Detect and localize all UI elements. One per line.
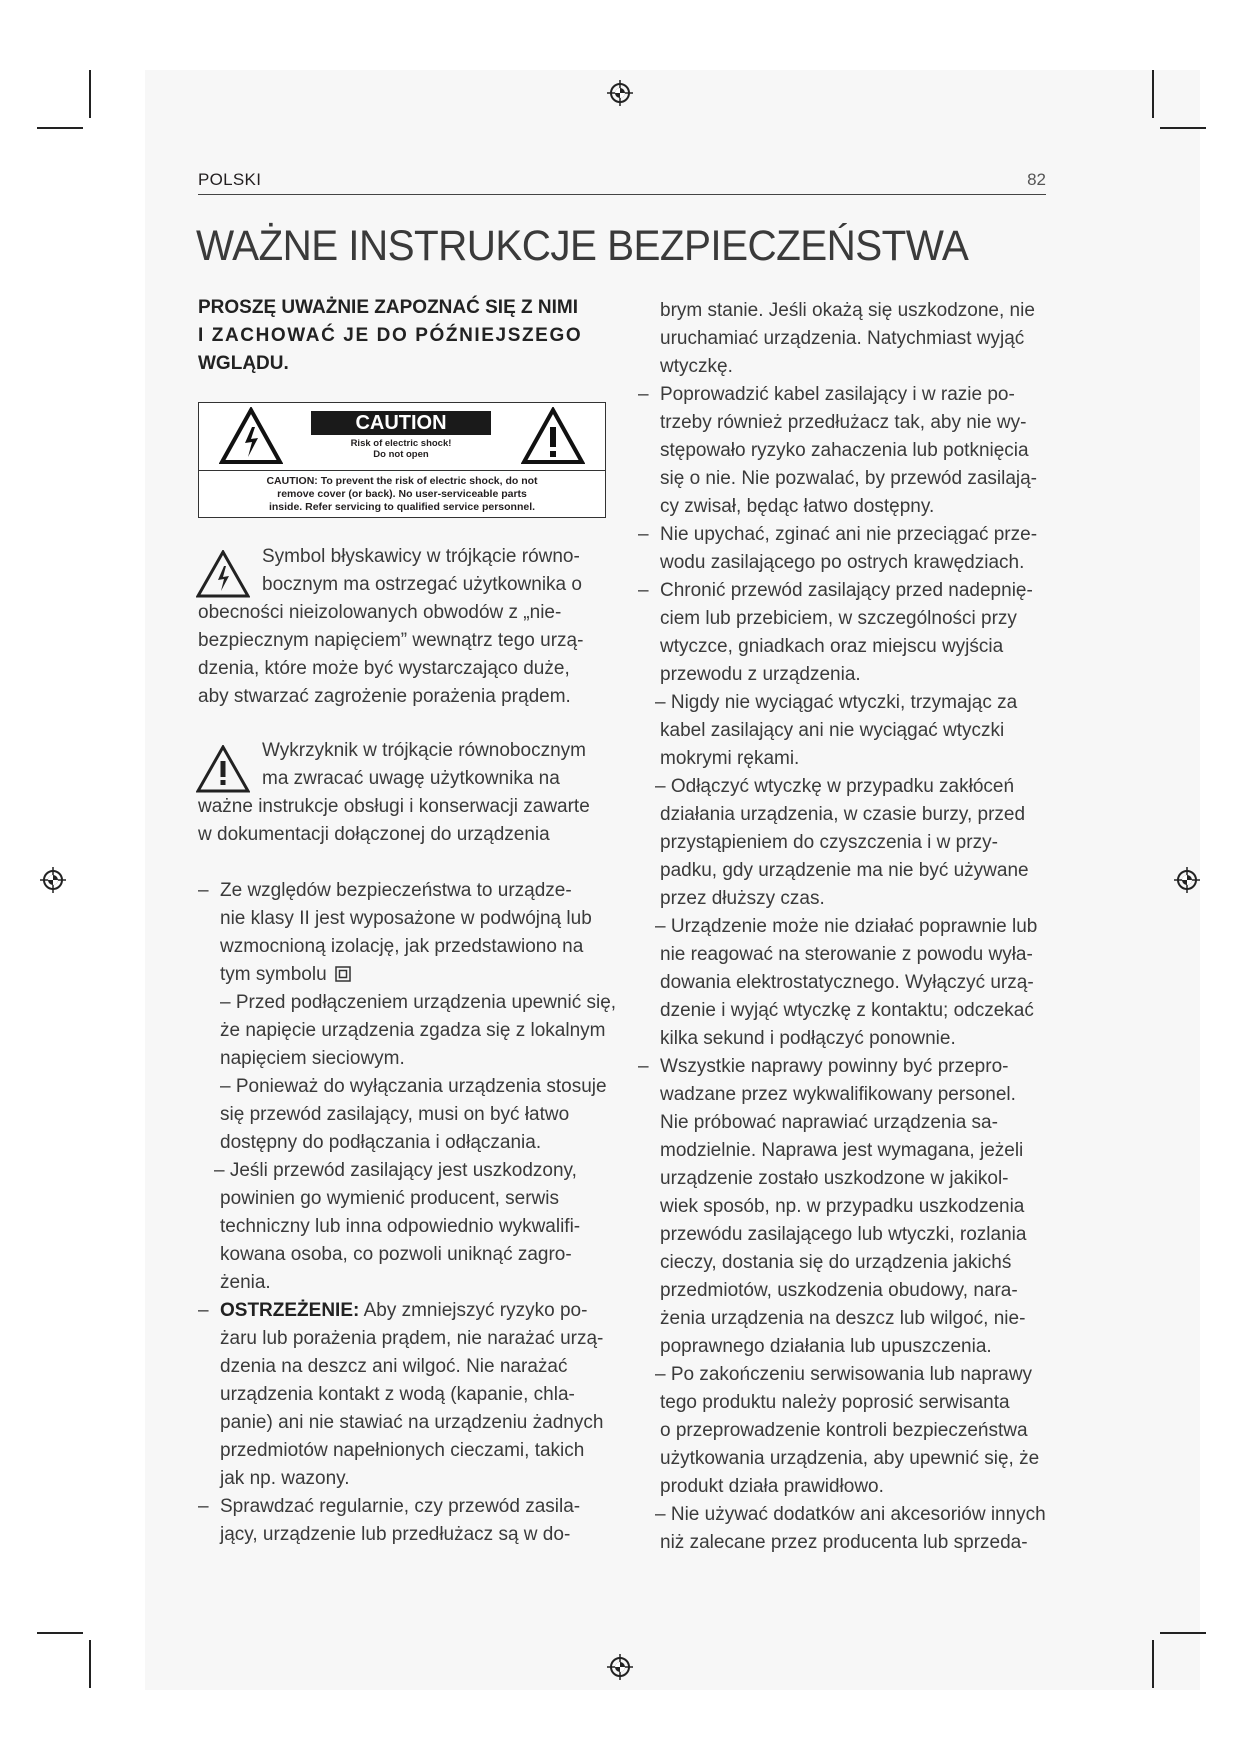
registration-mark-icon xyxy=(605,1652,635,1682)
list-item xyxy=(655,913,1075,1053)
text-line: nie reagować na sterowanie z powodu wyła- xyxy=(660,944,1033,965)
caution-subtext: Do not open xyxy=(373,449,429,460)
list-item xyxy=(198,1493,618,1549)
text-line: powinien go wymienić producent, serwis xyxy=(220,1188,559,1209)
text-line: modzielnie. Naprawa jest wymagana, jeżeli xyxy=(660,1140,1024,1161)
list-dash: – xyxy=(198,1496,209,1517)
intro-line: I ZACHOWAĆ JE DO PÓŹNIEJSZEGO xyxy=(198,325,583,346)
list-item xyxy=(638,521,1058,577)
text-line: napięciem sieciowym. xyxy=(220,1048,405,1069)
crop-mark xyxy=(37,127,83,129)
text-line: dostępny do podłączania i odłączania. xyxy=(220,1132,542,1153)
intro-line: WGLĄDU. xyxy=(198,353,289,374)
list-item xyxy=(198,1297,618,1493)
text-line: przedmiotów napełnionych cieczami, takich xyxy=(220,1440,585,1461)
text-line: Nie upychać, zginać ani nie przeciągać prze- xyxy=(660,524,1038,545)
class-ii-symbol-icon xyxy=(335,966,351,982)
text-line: cieczy, dostania się do urządzenia jakichś xyxy=(660,1252,1012,1273)
text-line xyxy=(220,1297,618,1325)
text-line: się o nie. Nie pozwalać, by przewód zasilają- xyxy=(660,468,1038,489)
caution-label-box xyxy=(198,402,606,518)
list-item xyxy=(638,577,1058,689)
text-line: produkt działa prawidłowo. xyxy=(660,1476,884,1497)
caution-text-line: inside. Refer servicing to qualified service personnel. xyxy=(268,501,536,513)
registration-mark-icon xyxy=(605,78,635,108)
exclamation-symbol-text-continued xyxy=(198,793,613,849)
text-line: Poprowadzić kabel zasilający i w razie po- xyxy=(660,384,1015,405)
page-number: 82 xyxy=(1027,170,1046,189)
list-item xyxy=(655,1361,1075,1501)
text-line: kowana osoba, co pozwoli uniknąć zagro- xyxy=(220,1244,572,1265)
crop-mark xyxy=(1152,70,1154,118)
text-line: – Nigdy nie wyciągać wtyczki, trzymając za xyxy=(655,692,1018,713)
text-line: urządzenie zostało uszkodzone w jakikol- xyxy=(660,1168,1009,1189)
text-line: – Jeśli przewód zasilający jest uszkodzony, xyxy=(214,1160,577,1181)
text-line: – Przed podłączeniem urządzenia upewnić się, xyxy=(220,992,617,1013)
text-line: wiek sposób, np. w przypadku uszkodzenia xyxy=(660,1196,1025,1217)
text-line: Nie próbować naprawiać urządzenia sa- xyxy=(660,1112,998,1133)
text-line: że napięcie urządzenia zgadza się z lokalnym xyxy=(220,1020,606,1041)
text-line: przez dłuższy czas. xyxy=(660,888,825,909)
text-line: Ze względów bezpieczeństwa to urządze- xyxy=(220,880,572,901)
running-header xyxy=(198,168,1046,195)
text-line: urządzenia kontakt z wodą (kapanie, chla- xyxy=(220,1384,575,1405)
text-line: o przeprowadzenie kontroli bezpieczeństwa xyxy=(660,1420,1028,1441)
list-dash: – xyxy=(638,524,649,545)
list-item xyxy=(655,689,1075,773)
text-line: uruchamiać urządzenia. Natychmiast wyjąć xyxy=(660,328,1025,349)
text-line: w dokumentacji dołączonej do urządzenia xyxy=(198,824,550,845)
crop-mark xyxy=(89,1640,91,1688)
list-item xyxy=(638,381,1058,521)
exclamation-triangle-icon xyxy=(196,745,250,793)
text-line: wtyczce, gniadkach oraz miejscu wyjścia xyxy=(660,636,1004,657)
text-line: dzenie i wyjąć wtyczkę z kontaktu; odczekać xyxy=(660,1000,1034,1021)
text-line: techniczny lub inna odpowiednio wykwalifi- xyxy=(220,1216,581,1237)
text-line: tego produktu należy poprosić serwisanta xyxy=(660,1392,1010,1413)
caution-text-line: remove cover (or back). No user-serviceable parts xyxy=(277,488,527,500)
text-line: działania urządzenia, w czasie burzy, przed xyxy=(660,804,1026,825)
text-line: jący, urządzenie lub przedłużacz są w do- xyxy=(220,1524,571,1545)
lightning-triangle-icon xyxy=(196,550,250,598)
text-line: dzenia na deszcz ani wilgoć. Nie narażać xyxy=(220,1356,568,1377)
crop-mark xyxy=(1160,127,1206,129)
crop-mark xyxy=(1160,1632,1206,1634)
list-item xyxy=(198,877,618,989)
text-line: kilka sekund i podłączyć ponownie. xyxy=(660,1028,956,1049)
text-line: wodu zasilającego po ostrych krawędziach. xyxy=(660,552,1025,573)
text-line: ważne instrukcje obsługi i konserwacji zawarte xyxy=(198,796,590,817)
caution-box-top xyxy=(199,403,605,471)
registration-mark-icon xyxy=(1172,865,1202,895)
text-line: ciem lub przebiciem, w szczególności przy xyxy=(660,608,1017,629)
list-dash: – xyxy=(638,580,649,601)
text-line: wzmocnioną izolację, jak przedstawiono na xyxy=(220,936,584,957)
text-line: Wszystkie naprawy powinny być przepro- xyxy=(660,1056,1009,1077)
text-line: dowania elektrostatycznego. Wyłączyć urzą- xyxy=(660,972,1034,993)
crop-mark xyxy=(1152,1640,1154,1688)
text-line: żenia urządzenia na deszcz lub wilgoć, nie- xyxy=(660,1308,1026,1329)
list-item xyxy=(220,1073,640,1157)
text-line: mokrymi rękami. xyxy=(660,748,800,769)
text-line: brym stanie. Jeśli okażą się uszkodzone, nie xyxy=(660,300,1035,321)
text-line: żaru lub porażenia prądem, nie narażać urzą- xyxy=(220,1328,604,1349)
text-line: – Nie używać dodatków ani akcesoriów innych xyxy=(655,1504,1046,1525)
caution-text-line: CAUTION: To prevent the risk of electric shock, do not xyxy=(266,475,538,487)
text-line: Sprawdzać regularnie, czy przewód zasila- xyxy=(220,1496,581,1517)
caution-label: CAUTION xyxy=(311,411,491,435)
exclamation-symbol-text xyxy=(262,737,612,793)
text-line: kabel zasilający ani nie wyciągać wtyczki xyxy=(660,720,1005,741)
page-title: WAŻNE INSTRUKCJE BEZPIECZEŃSTWA xyxy=(196,222,969,270)
list-item xyxy=(660,297,1060,381)
text-line: bezpiecznym napięciem” wewnątrz tego urzą- xyxy=(198,630,584,651)
lightning-symbol-text xyxy=(262,543,612,599)
text-line: stępowało ryzyko zahaczenia lub potknięcia xyxy=(660,440,1029,461)
list-dash: – xyxy=(198,880,209,901)
text-line: cy zwisał, będąc łatwo dostępny. xyxy=(660,496,935,517)
lightning-symbol-text-continued xyxy=(198,599,613,711)
text-line: przewodu z urządzenia. xyxy=(660,664,861,685)
text-line: – Urządzenie może nie działać poprawnie lub xyxy=(655,916,1038,937)
text-line: przystąpieniem do czyszczenia i w przy- xyxy=(660,832,998,853)
text-line: wtyczkę. xyxy=(660,356,733,377)
text-line: przedmiotów, uszkodzenia obudowy, nara- xyxy=(660,1280,1018,1301)
list-dash: – xyxy=(198,1300,209,1321)
text-line: bocznym ma ostrzegać użytkownika o xyxy=(262,574,582,595)
text-line-part: tym symbolu xyxy=(220,964,327,985)
text-line: nie klasy II jest wyposażone w podwójną lub xyxy=(220,908,592,929)
text-line: użytkowania urządzenia, aby upewnić się, że xyxy=(660,1448,1040,1469)
list-item xyxy=(214,1157,634,1297)
text-line: przewódu zasilającego lub wtyczki, rozlania xyxy=(660,1224,1027,1245)
text-line: jak np. wazony. xyxy=(220,1468,350,1489)
intro-line: PROSZĘ UWAŻNIE ZAPOZNAĆ SIĘ Z NIMI xyxy=(198,297,579,318)
text-line: się przewód zasilający, musi on być łatwo xyxy=(220,1104,570,1125)
text-line: panie) ani nie stawiać na urządzeniu żadnych xyxy=(220,1412,604,1433)
text-line: – Po zakończeniu serwisowania lub naprawy xyxy=(655,1364,1033,1385)
text-line xyxy=(220,961,618,989)
text-line: niż zalecane przez producenta lub sprzeda- xyxy=(660,1532,1028,1553)
list-item xyxy=(655,773,1075,913)
list-item xyxy=(655,1501,1075,1557)
crop-mark xyxy=(89,70,91,118)
text-line: aby stwarzać zagrożenie porażenia prądem. xyxy=(198,686,571,707)
list-dash: – xyxy=(638,384,649,405)
text-line: Wykrzyknik w trójkącie równobocznym xyxy=(262,740,586,761)
list-item xyxy=(638,1053,1058,1361)
text-line: padku, gdy urządzenie ma nie być używane xyxy=(660,860,1029,881)
warning-label: OSTRZEŻENIE: xyxy=(220,1300,360,1321)
registration-mark-icon xyxy=(38,865,68,895)
intro-heading xyxy=(198,294,608,378)
text-line: – Odłączyć wtyczkę w przypadku zakłóceń xyxy=(655,776,1015,797)
caution-subtext: Risk of electric shock! xyxy=(350,438,452,449)
language-label: POLSKI xyxy=(198,170,262,189)
list-item xyxy=(220,989,640,1073)
text-line: – Ponieważ do wyłączania urządzenia stosuje xyxy=(220,1076,607,1097)
text-line-part: Aby zmniejszyć ryzyko po- xyxy=(359,1300,588,1321)
text-line: dzenia, które może być wystarczająco duże, xyxy=(198,658,570,679)
text-line: żenia. xyxy=(220,1272,271,1293)
text-line: Symbol błyskawicy w trójkącie równo- xyxy=(262,546,580,567)
list-dash: – xyxy=(638,1056,649,1077)
lightning-warning-icon xyxy=(219,407,283,465)
crop-mark xyxy=(37,1632,83,1634)
text-line: trzeby również przedłużacz tak, aby nie wy- xyxy=(660,412,1027,433)
text-line: wadzane przez wykwalifikowany personel. xyxy=(660,1084,1016,1105)
text-line: Chronić przewód zasilający przed nadepnię- xyxy=(660,580,1033,601)
text-line: poprawnego działania lub upuszczenia. xyxy=(660,1336,992,1357)
exclamation-warning-icon xyxy=(521,407,585,465)
text-line: obecności nieizolowanych obwodów z „nie- xyxy=(198,602,562,623)
text-line: ma zwracać uwagę użytkownika na xyxy=(262,768,560,789)
